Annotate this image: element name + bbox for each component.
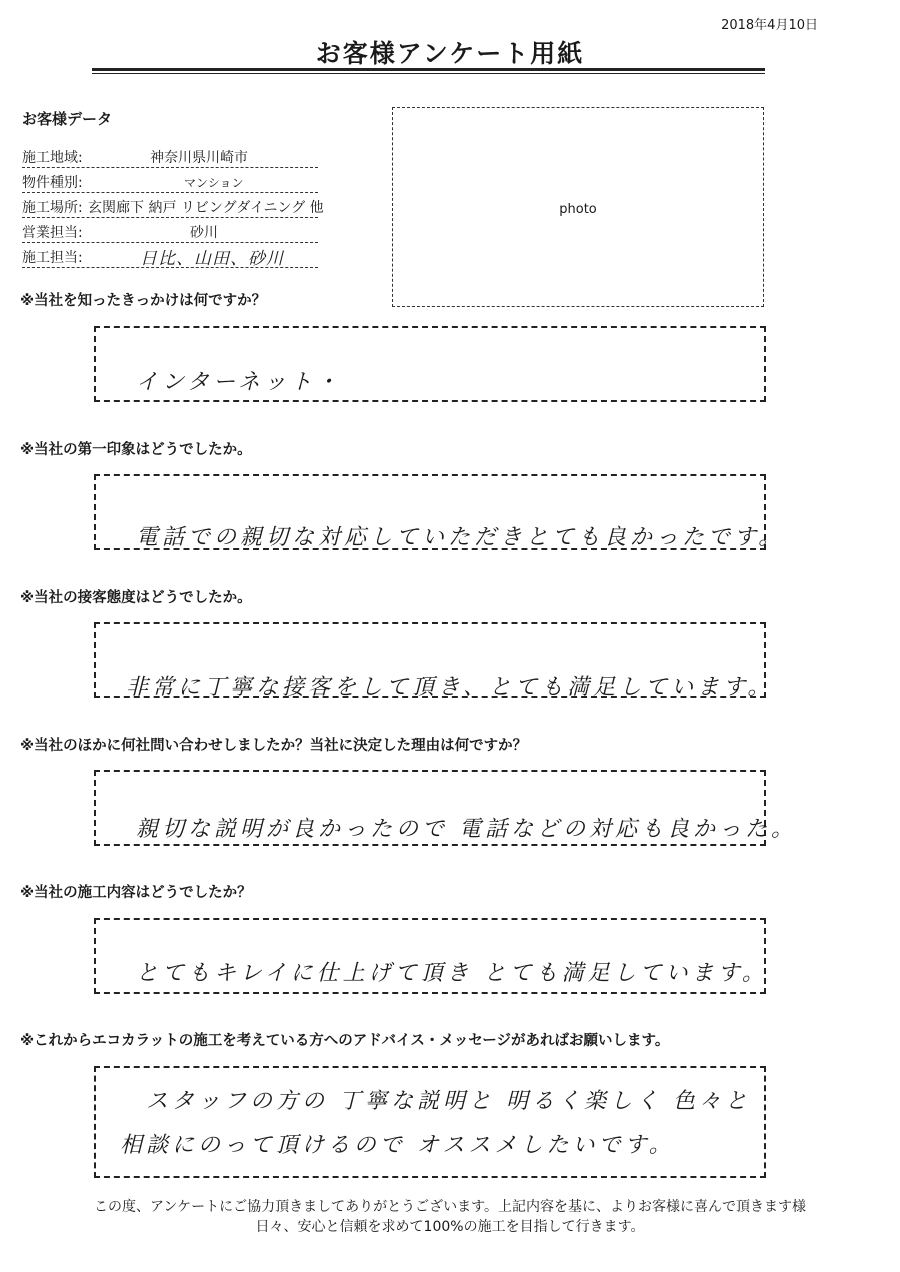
- info-label: 施工地域:: [22, 150, 83, 166]
- answer-box-1: [94, 326, 766, 402]
- answer-text-6-line-2: 相談にのって頂けるので オススメしたいです。: [120, 1133, 675, 1158]
- info-value-sales-rep: 砂川: [190, 225, 218, 241]
- customer-data-heading: お客様データ: [22, 110, 113, 128]
- footer-line-2: 日々、安心と信頼を求めて100%の施工を目指して行きます。: [255, 1219, 645, 1235]
- answer-box-6: [94, 1066, 766, 1178]
- info-row-property-type: [22, 168, 318, 193]
- question-6: ※これからエコカラットの施工を考えている方へのアドバイス・メッセージがあればお願いします。: [20, 1033, 670, 1049]
- answer-text-2: 電話での親切な対応していただきとても良かったです。: [136, 525, 785, 550]
- photo-label: photo: [559, 202, 597, 217]
- info-value-installer: 日比、山田、砂川: [140, 249, 284, 269]
- answer-text-1: インターネット・: [136, 370, 343, 395]
- question-4: ※当社のほかに何社問い合わせしましたか？当社に決定した理由は何ですか？: [20, 738, 528, 754]
- info-row-location: [22, 193, 324, 218]
- title-underline-thin: [92, 73, 765, 74]
- customer-info-table: [22, 143, 324, 269]
- info-label: 物件種別:: [22, 175, 83, 191]
- question-3: ※当社の接客態度はどうでしたか。: [20, 590, 252, 606]
- answer-box-5: [94, 918, 766, 994]
- answer-box-3: [94, 622, 774, 700]
- question-5: ※当社の施工内容はどうでしたか？: [20, 885, 252, 901]
- info-label: 施工場所:: [22, 200, 83, 216]
- answer-box-4: [94, 770, 797, 846]
- info-value-property-type: マンション: [184, 176, 244, 190]
- answer-box-2: [94, 474, 785, 550]
- info-value-area: 神奈川県川崎市: [150, 150, 248, 166]
- answer-text-4: 親切な説明が良かったので 電話などの対応も良かった。: [136, 817, 797, 842]
- page-title: お客様アンケート用紙: [315, 39, 585, 68]
- info-label: 営業担当:: [22, 225, 83, 241]
- info-label: 施工担当:: [22, 250, 83, 266]
- footer-message: [0, 1197, 900, 1237]
- photo-placeholder: [392, 107, 764, 307]
- question-1: ※当社を知ったきっかけは何ですか？: [20, 293, 267, 309]
- answer-text-3: 非常に丁寧な接客をして頂き、とても満足しています。: [126, 675, 774, 700]
- question-2: ※当社の第一印象はどうでしたか。: [20, 442, 252, 458]
- answer-text-6-line-1: スタッフの方の 丁寧な説明と 明るく楽しく 色々と: [146, 1089, 751, 1114]
- info-row-installer: [22, 243, 318, 268]
- info-value-location: 玄関廊下 納戸 リビングダイニング 他: [88, 200, 324, 216]
- answer-text-5: とてもキレイに仕上げて頂き とても満足しています。: [136, 961, 768, 986]
- info-row-area: [22, 143, 318, 168]
- footer-line-1: この度、アンケートにご協力頂きましてありがとうございます。上記内容を基に、よりお客様に喜んで頂きます様: [93, 1199, 807, 1215]
- info-row-sales-rep: [22, 218, 318, 243]
- title-underline: [92, 68, 765, 71]
- survey-date: 2018年4月10日: [721, 18, 818, 33]
